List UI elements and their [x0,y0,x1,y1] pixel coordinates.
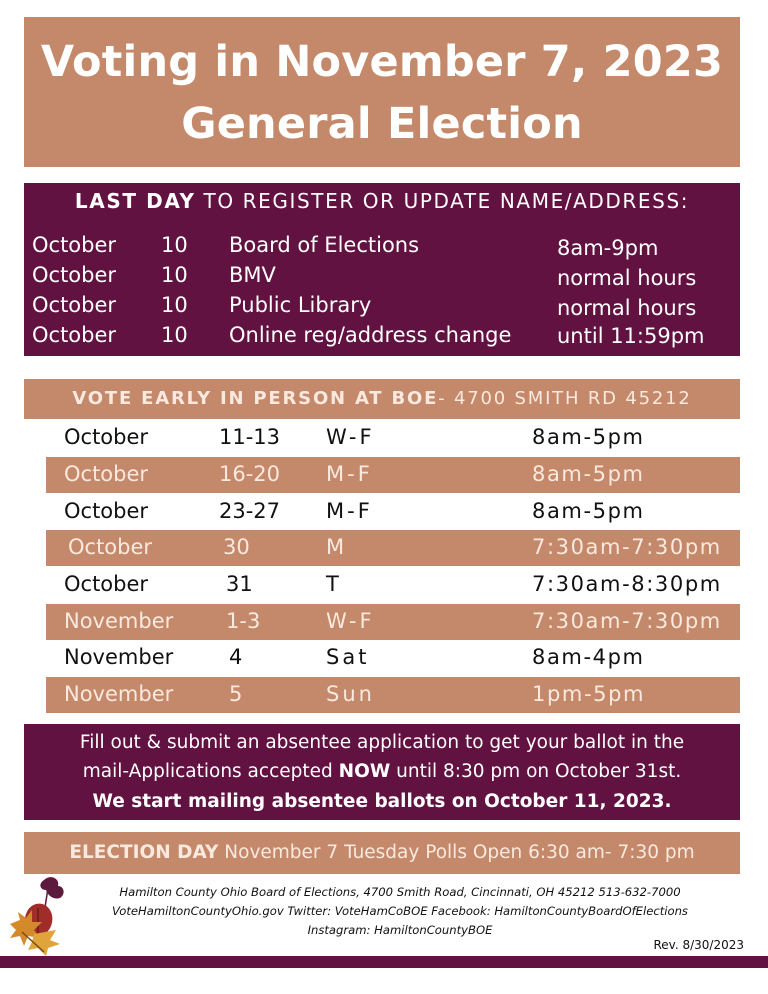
ev-month: October [64,499,149,523]
ev-month: November [64,682,174,706]
title-line-2: General Election [181,99,583,149]
ev-dates: 30 [223,535,250,559]
ev-days: Sat [326,645,370,669]
ev-hours: 7:30am-7:30pm [532,535,722,559]
registration-heading-bold: LAST DAY [74,189,196,213]
election-day-text: November 7 Tuesday Polls Open 6:30 am- 7:30 pm [218,842,695,863]
title-line-1: Voting in November 7, 2023 [40,37,724,87]
reg-month: October [32,323,117,347]
ev-month: November [64,609,174,633]
ev-days: Sun [326,682,375,706]
bottom-bar [0,956,768,968]
ev-hours: 8am-4pm [532,645,645,669]
reg-day: 10 [161,293,188,317]
footer-line-3: Instagram: HamiltonCountyBOE [307,923,493,937]
reg-hours: normal hours [557,266,697,290]
election-day-label: ELECTION DAY [69,842,219,863]
ev-dates: 1-3 [226,609,261,633]
absentee-line-2b: until 8:30 pm on October 31st. [390,761,682,782]
ev-hours: 1pm-5pm [532,682,646,706]
reg-hours: normal hours [557,296,697,320]
early-voting-heading-rest: - 4700 SMITH RD 45212 [438,388,692,409]
reg-day: 10 [161,233,188,257]
registration-row [24,293,740,323]
early-voting-row [46,530,740,566]
title-banner [24,17,740,167]
ev-month: October [64,462,149,486]
ev-days: M [326,535,348,559]
early-voting-row [46,604,740,640]
absentee-section [24,724,740,820]
reg-day: 10 [161,263,188,287]
ev-days: W-F [326,425,375,449]
reg-place: Online reg/address change [229,323,512,347]
ev-days: T [326,572,342,596]
registration-section [24,183,740,356]
ev-hours: 8am-5pm [532,462,645,486]
registration-heading [24,189,740,213]
registration-row [24,323,740,353]
ev-dates: 5 [229,682,243,706]
reg-place: Public Library [229,293,372,317]
ev-dates: 23-27 [219,499,281,523]
revision-date: Rev. 8/30/2023 [653,938,744,952]
reg-hours: 8am-9pm [557,236,659,260]
ev-month: October [64,572,149,596]
early-voting-row [46,420,740,456]
absentee-line-2 [24,761,740,782]
autumn-leaves-icon [4,874,78,956]
reg-month: October [32,233,117,257]
absentee-line-3: We start mailing absentee ballots on October 11, 2023. [92,791,672,812]
ev-month: November [64,645,174,669]
early-voting-row [46,494,740,530]
ev-dates: 4 [229,645,243,669]
early-voting-row [46,457,740,493]
early-voting-row [46,567,740,603]
absentee-line-2a: mail-Applications accepted [82,761,339,782]
absentee-line-1: Fill out & submit an absentee application to get your ballot in the [79,732,685,753]
reg-place: BMV [229,263,276,287]
absentee-now: NOW [338,761,391,782]
ev-hours: 7:30am-8:30pm [532,572,722,596]
reg-month: October [32,263,117,287]
early-voting-row [46,640,740,676]
ev-dates: 31 [226,572,253,596]
reg-day: 10 [161,323,188,347]
election-day-banner [24,832,740,874]
ev-month: October [68,535,153,559]
ev-days: M-F [326,462,373,486]
ev-dates: 16-20 [219,462,281,486]
reg-hours: until 11:59pm [557,324,705,348]
early-voting-heading-bold: VOTE EARLY IN PERSON AT BOE [72,388,439,409]
footer-line-2: VoteHamiltonCountyOhio.gov Twitter: VoteHamCoBOE Facebook: HamiltonCountyBoardOfElections [112,904,688,918]
footer-line-1: Hamilton County Ohio Board of Elections, 4700 Smith Road, Cincinnati, OH 45212 513-632-7000 [119,885,681,899]
ev-hours: 7:30am-7:30pm [532,609,722,633]
early-voting-row [46,677,740,713]
ev-hours: 8am-5pm [532,499,645,523]
ev-month: October [64,425,149,449]
registration-row [24,233,740,263]
registration-row [24,263,740,293]
early-voting-heading [24,379,740,419]
reg-month: October [32,293,117,317]
registration-heading-rest: TO REGISTER OR UPDATE NAME/ADDRESS: [195,189,690,213]
ev-dates: 11-13 [219,425,281,449]
ev-hours: 8am-5pm [532,425,645,449]
ev-days: M-F [326,499,373,523]
ev-days: W-F [326,609,375,633]
footer-contact [80,883,720,940]
reg-place: Board of Elections [229,233,420,257]
